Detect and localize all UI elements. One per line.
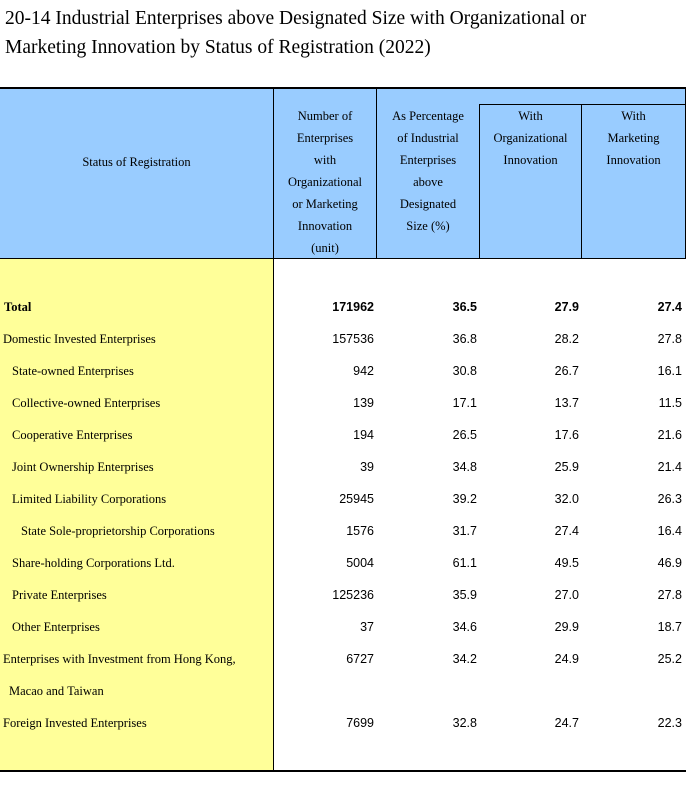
table-row: Macao and Taiwan [9,684,104,698]
title-line-1: 20-14 Industrial Enterprises above Designated Size with Organizational or [5,8,587,29]
table-row: Cooperative Enterprises 194 26.5 17.6 21.6 [12,428,682,442]
stub-header: Status of Registration [82,155,191,169]
table-row: Foreign Invested Enterprises 7699 32.8 24.7 22.3 [3,716,682,730]
table-row: Collective-owned Enterprises 139 17.1 13.7 11.5 [12,396,682,410]
table-row: Private Enterprises 125236 35.9 27.0 27.8 [12,588,682,602]
table-row: State-owned Enterprises 942 30.8 26.7 16.1 [12,364,682,378]
table-row: Limited Liability Corporations 25945 39.2 32.0 26.3 [12,492,682,506]
bottom-rule [0,770,686,772]
table-row: Domestic Invested Enterprises 157536 36.8 28.2 27.8 [3,332,682,346]
table-row: Enterprises with Investment from Hong Kong, 6727 34.2 24.9 25.2 [3,652,682,666]
table-row: State Sole-proprietorship Corporations 1576 31.7 27.4 16.4 [21,524,682,538]
col-header-organizational: With Organizational Innovation [493,109,568,167]
col-header-number: Number of Enterprises with Organizational or Marketing Innovation (unit) [287,109,363,255]
table-row: Share-holding Corporations Ltd. 5004 61.1 49.5 46.9 [12,556,682,570]
page-title [5,4,681,62]
statistics-table [0,87,686,771]
col-header-percentage: As Percentage of Industrial Enterprises above Designated Size (%) [392,109,464,233]
table-row: Joint Ownership Enterprises 39 34.8 25.9 21.4 [12,460,682,474]
col-header-marketing: With Marketing Innovation [606,109,661,167]
table-row-total: Total 171962 36.5 27.9 27.4 [4,300,682,314]
title-line-2: Marketing Innovation by Status of Registration (2022) [5,37,431,58]
table-row: Other Enterprises 37 34.6 29.9 18.7 [12,620,682,634]
